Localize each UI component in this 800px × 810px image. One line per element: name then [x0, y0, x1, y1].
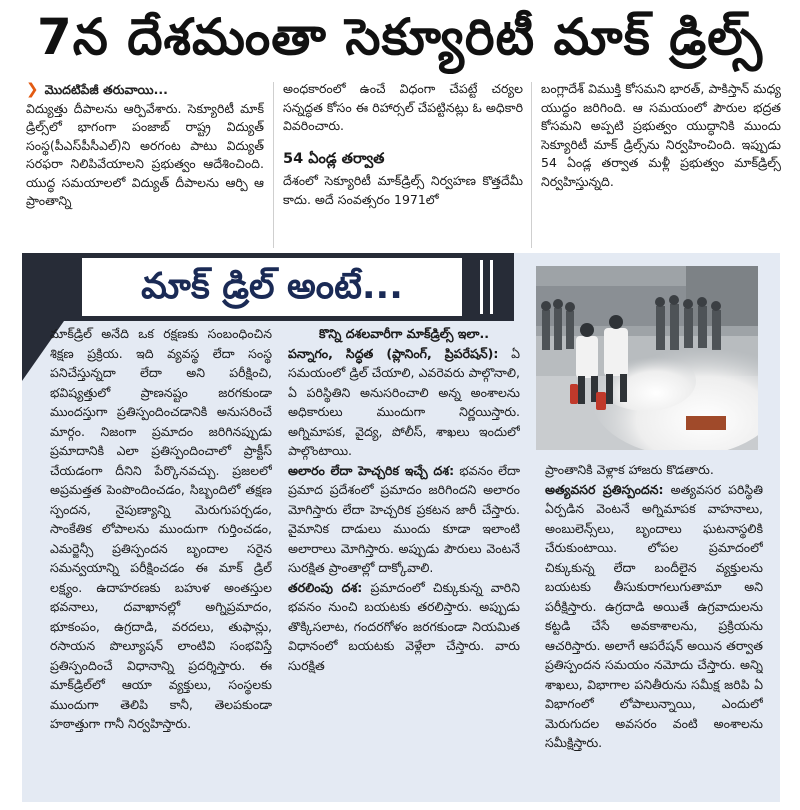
column-divider [531, 82, 532, 248]
mock-drill-photo [536, 266, 758, 450]
top-col2-text-a: అంధకారంలో ఉంచే విధంగా చేపట్టే చర్యల సన్నద్ధత కోసం ఈ రిహార్సల్ చేపట్టినట్లు ఓ అధికారి వివరించారు. [283, 81, 523, 133]
column-divider [273, 82, 274, 248]
step-response [545, 480, 763, 753]
step-alarm-text: భవనం లేదా ప్రమాద ప్రదేశంలో ప్రమాదం జరిగిందని అలారం మోగిస్తారు లేదా హెచ్చరిక ప్రకటన జారీ చేస్తారు. వైమానిక దాడులు ముందు కూడా ఇలాంటి అలారాలు మోగిస్తారు. అప్పుడు పౌరులు వెంటనే సురక్షిత ప్రాంతాల్లో దాక్కోవాలి. [288, 462, 520, 575]
photo-illustration [536, 266, 758, 450]
box-title: మాక్ డ్రిల్ అంటే... [82, 258, 462, 316]
step-planning-label: పన్నాగం, సిద్ధత (ప్లానింగ్, ప్రిపరేషన్): [288, 345, 499, 361]
top-column-3 [541, 80, 781, 252]
box-column-3 [545, 460, 763, 794]
kicker [26, 80, 264, 100]
top-col1-text: విద్యుత్తు దీపాలను ఆర్పివేశారు. సెక్యూరిటీ మాక్ డ్రిల్స్‌లో భాగంగా పంజాబ్ రాష్ట్ర విద్యుత్ సంస్థ(పీఎస్‌పీసీఎల్)ని అరగంట పాటు విద్యుత్ సరఫరా నిలిపివేయాలని ప్రభుత్వం ఆదేశించింది. యుద్ధ సమయాలలో విద్యుత్ దీపాలను ఆర్పి ఆ ప్రాంతాన్ని [26, 100, 264, 208]
top-column-1 [26, 80, 264, 252]
step-response-text: అత్యవసర పరిస్థితి ఏర్పడిన వెంటనే అగ్నిమాపక వాహనాలు, అంబులెన్స్‌లు, బృందాలు ఘటనాస్థలికి చేరుకుంటాయి. లోపల ప్రమాదంలో చిక్కుకున్న లేదా బందీలైన వ్యక్తులను బయటకు తీసుకురాగలుగుతామా అని పరీక్షిస్తారు. ఉగ్రదాడి అయితే ఉగ్రవాదులను కట్టడి చేసే అవకాశాలను, ప్రక్రియను ఆచరిస్తారు. అలాగే ఆపరేషన్ అయిన తర్వాత ప్రతిస్పందన సమయం నమోదు చేస్తారు. అన్ని శాఖలు, విభాగాల పనితీరును సమీక్ష జరిపి ఏ విభాగంలో లోపాలున్నాయి, ఎందులో మెరుగుదల అవసరం వంటి అంశాలను సమీక్షిస్తారు. [545, 481, 763, 750]
headline: 7న దేశమంతా సెక్యూరిటీ మాక్ డ్రిల్స్ [36, 8, 764, 66]
step-evacuation-label: తరలింపు దశ: [288, 579, 363, 595]
box-column-1 [50, 324, 272, 794]
step-evacuation-text: ప్రమాదంలో చిక్కుకున్న వారిని భవనం నుంచి బయటకు తరలిస్తారు. అప్పుడు తొక్కిసలాట, గందరగోళం జరగకుండా నియమిత విధానంలో బయటకు వెళ్లేలా చేస్తారు. వారు సురక్షిత [288, 579, 520, 673]
step-evacuation [288, 578, 520, 676]
step-alarm [288, 461, 520, 578]
banner-bar [490, 260, 493, 314]
kicker-text: మొదటిపేజీ తరువాయి... [44, 82, 168, 97]
step-alarm-label: అలారం లేదా హెచ్చరిక ఇచ్చే దశ: [288, 462, 455, 478]
top-col3-text: బంగ్లాదేశ్ విముక్తి కోసమని భారత్, పాకిస్తాన్ మధ్య యుద్ధం జరిగింది. ఆ సమయంలో పౌరుల భద్రత కోసమని అప్పటి ప్రభుత్వం యుద్ధానికి ముందు సెక్యూరిటీ మాక్ డ్రిల్స్‌ను నిర్వహించింది. ఇప్పుడు 54 ఏండ్ల తర్వాత మళ్లీ ప్రభుత్వం మాక్‌డ్రిల్స్ నిర్వహిస్తున్నది. [541, 81, 781, 189]
top-col2-text-b: దేశంలో సెక్యూరిటీ మాక్‌డ్రిల్స్ నిర్వహణ కొత్తదేమీ కాదు. అదే సంవత్సరం 1971లో [283, 173, 523, 207]
banner-bar [480, 260, 483, 314]
subheading-54-years: 54 ఏండ్ల తర్వాత [283, 150, 385, 167]
top-column-2 [283, 80, 523, 252]
step-planning [288, 344, 520, 461]
box-col3-text-a: ప్రాంతానికి వెళ్లాక హాజరు కొడతారు. [545, 462, 714, 477]
box-col1-text: మాక్‌డ్రిల్ అనేది ఒక రక్షణకు సంబంధించిన శిక్షణ ప్రక్రియ. ఇది వ్యవస్థ లేదా సంస్థ పనిచేస్తున్నదా లేదా అని పరీక్షించి, భవిష్యత్తులో ప్రాణనష్టం జరగకుండా ముందస్తుగా ప్రతిస్పందించడానికి అనుసరించే మార్గం. నిజంగా ప్రమాదం జరిగినప్పుడు ప్రమాదానికి ఎలా ప్రతిస్పందించాలో ప్రాక్టీస్ చేయడంగా దీనిని పేర్కొనవచ్చు. ప్రజలలో అప్రమత్తత పెంపొందించడం, సిబ్బందిలో తక్షణ స్పందన, నైపుణ్యాన్ని మెరుగుపర్చడం, సాంకేతిక లోపాలను ముందుగా గుర్తించడం, ఎమర్జెన్సీ ప్రతిస్పందన బృందాల సరైన సమన్వయాన్ని పరీక్షించడం ఈ మాక్ డ్రిల్ లక్ష్యం. ఉదాహరణకు బహుళ అంతస్తుల భవనాలు, దవాఖానల్లో అగ్నిప్రమాదం, భూకంపం, ఉగ్రదాడి, వరదలు, తుఫాన్లు, రసాయన పొల్యూషన్ లాంటివి సంభవిస్తే ప్రతిస్పందించే విధానాన్ని ప్రదర్శిస్తారు. ఈ మాక్‌డ్రిల్‌లో ఆయా వ్యక్తులు, సంస్థలకు ముందుగా తెలిపి కానీ, తెలపకుండా హఠాత్తుగా గానీ నిర్వహిస్తారు. [50, 326, 272, 731]
step-response-label: అత్యవసర ప్రతిస్పందన: [545, 481, 664, 497]
box-column-2 [288, 324, 520, 794]
step-planning-text: ఏ సమయంలో డ్రిల్ చేయాలి, ఎవరెవరు పాల్గొనాలి, ఏ పరిస్థితిని అనుసరించాలి అన్న అంశాలను అధికారులు ముందుగా నిర్ణయిస్తారు. అగ్నిమాపక, వైద్య, పోలీస్, శాఖలు ఇందులో పాల్గొంటాయి. [288, 345, 520, 458]
chevron-right-icon: ❯ [26, 80, 39, 98]
steps-heading: కొన్ని దశలవారీగా మాక్‌డ్రిల్స్ ఇలా.. [318, 326, 489, 341]
